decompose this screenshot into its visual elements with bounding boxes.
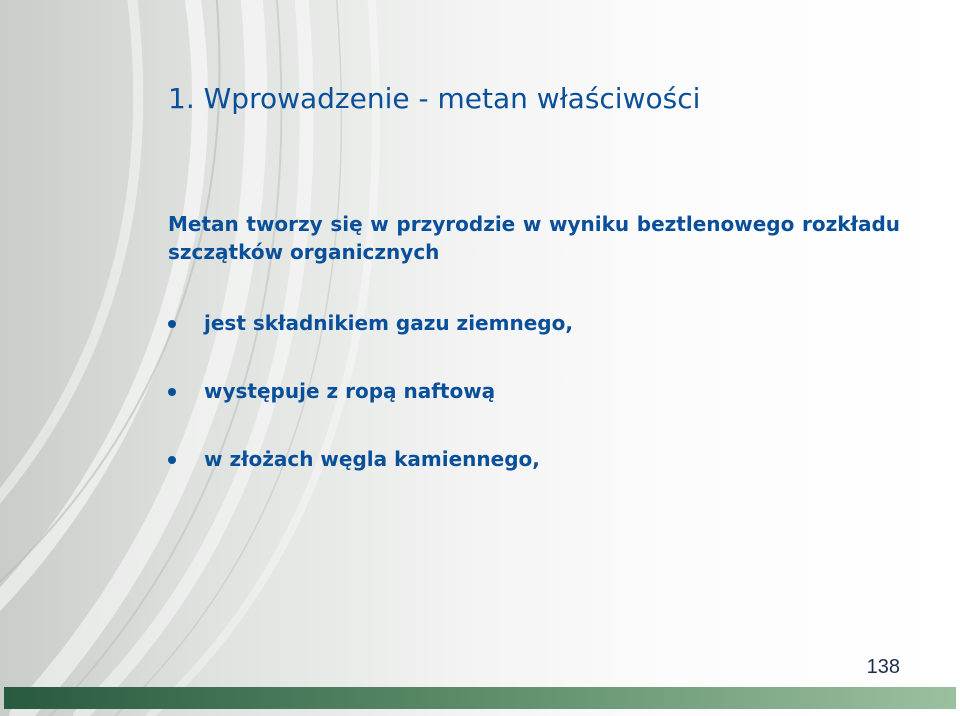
intro-paragraph: Metan tworzy się w przyrodzie w wyniku beztlenowego rozkładu szczątków organicznych (168, 212, 900, 264)
bullet-list (168, 309, 908, 513)
bullet-item (168, 445, 908, 473)
footer-bar (4, 687, 956, 709)
bullet-item (168, 309, 908, 337)
bullet-text: w złożach węgla kamiennego, (204, 447, 540, 471)
bullet-text: jest składnikiem gazu ziemnego, (204, 311, 573, 335)
bullet-text: występuje z ropą naftową (204, 379, 496, 403)
bullet-icon (168, 388, 176, 396)
page-number: 138 (866, 656, 900, 678)
bullet-icon (168, 456, 176, 464)
bullet-icon (168, 320, 176, 328)
background-curve (0, 0, 138, 560)
bullet-item (168, 377, 908, 405)
slide-title: 1. Wprowadzenie - metan właściwości (168, 82, 701, 115)
